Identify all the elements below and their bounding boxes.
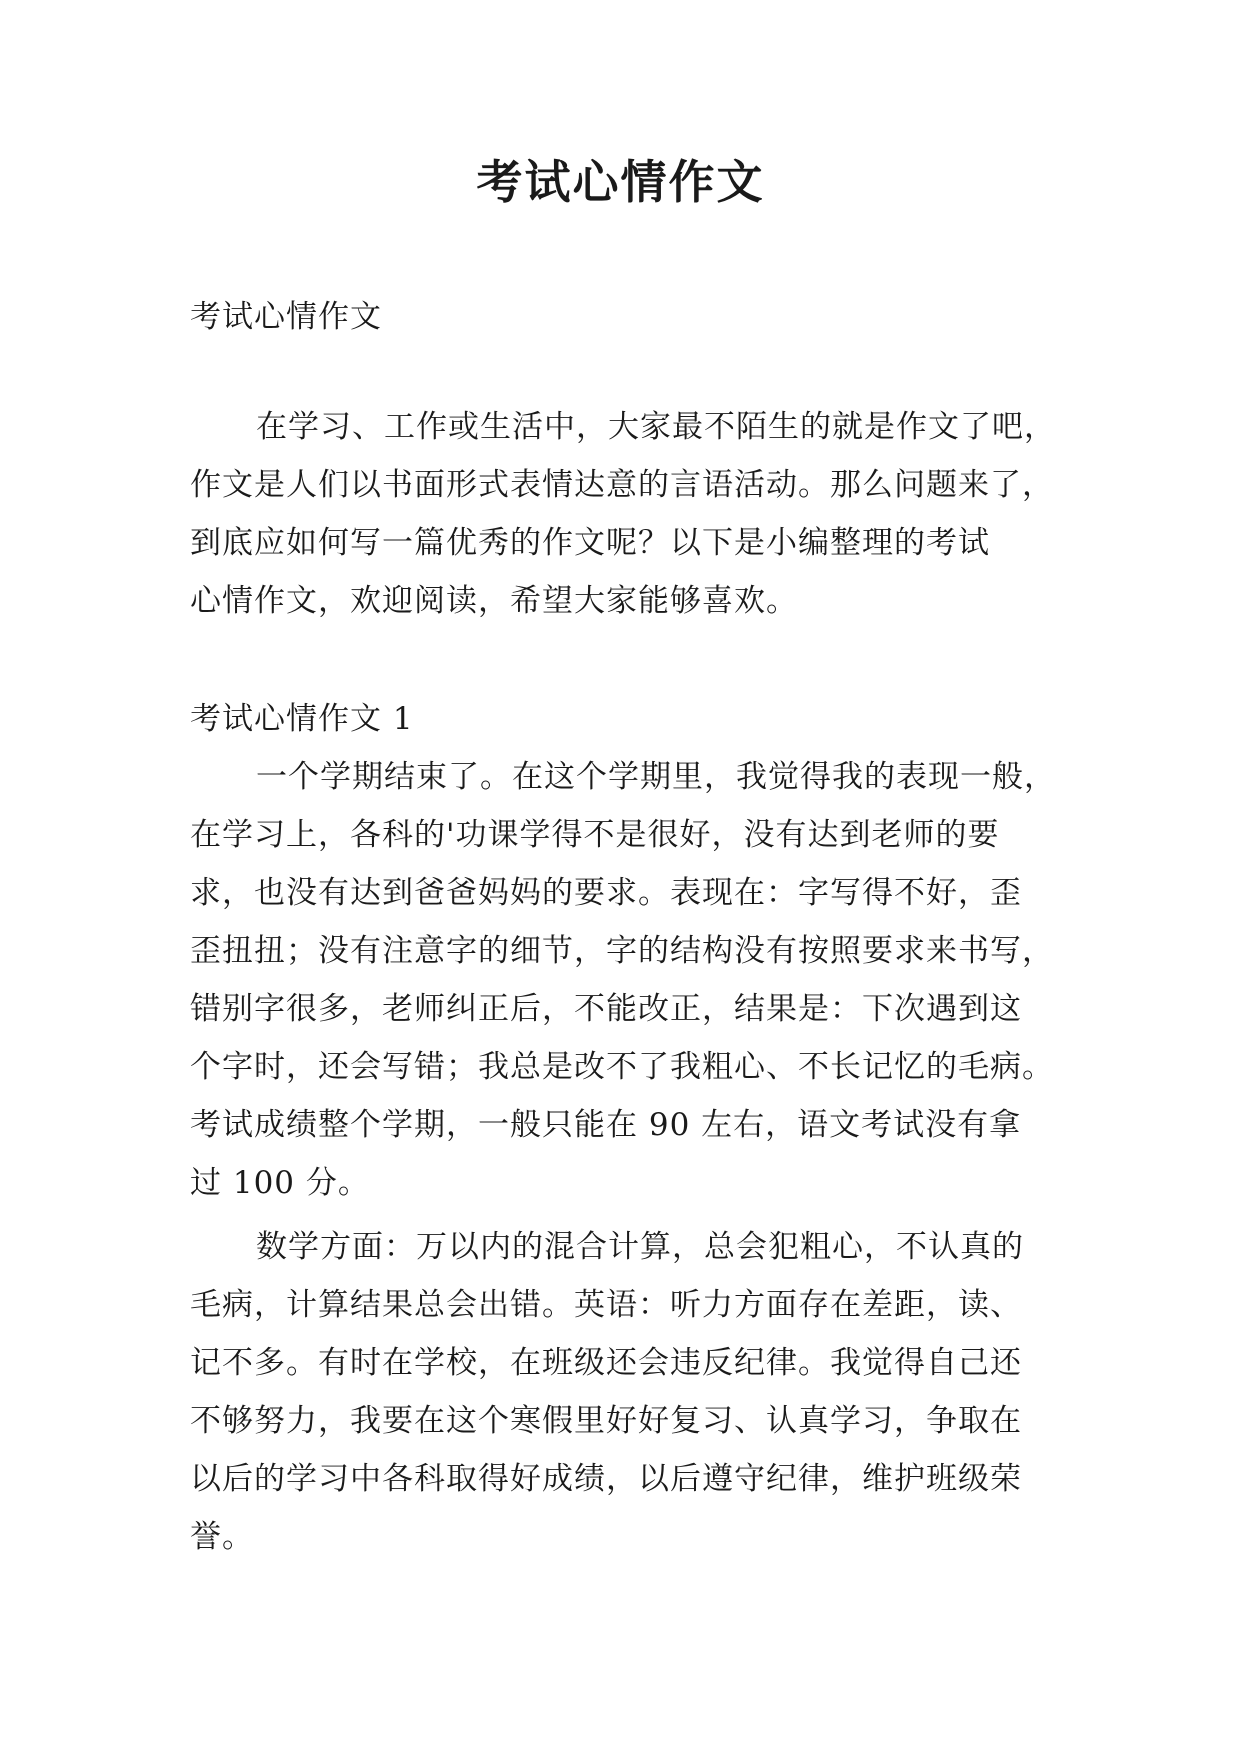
paragraph-line: 过 100 分。 [190, 1165, 370, 1201]
paragraph-line: 考试成绩整个学期，一般只能在 90 左右，语文考试没有拿 [190, 1107, 1022, 1143]
intro-paragraph [190, 398, 1056, 630]
paragraph-line: 在学习上，各科的'功课学得不是很好，没有达到老师的要 [190, 817, 1000, 853]
section-heading: 考试心情作文 1 [190, 701, 414, 737]
body-paragraph-1 [190, 748, 1056, 1212]
body-paragraph-2 [190, 1218, 1052, 1566]
paragraph-line: 以后的学习中各科取得好成绩，以后遵守纪律，维护班级荣 [190, 1461, 1022, 1497]
paragraph-line: 毛病，计算结果总会出错。英语：听力方面存在差距，读、 [190, 1287, 1022, 1323]
document-subtitle: 考试心情作文 [190, 299, 382, 335]
paragraph-line: 不够努力，我要在这个寒假里好好复习、认真学习，争取在 [190, 1403, 1022, 1439]
paragraph-line: 记不多。有时在学校，在班级还会违反纪律。我觉得自己还 [190, 1345, 1022, 1381]
paragraph-line: 数学方面：万以内的混合计算，总会犯粗心，不认真的 [256, 1229, 1024, 1265]
paragraph-line: 誉。 [190, 1519, 254, 1555]
paragraph-line: 一个学期结束了。在这个学期里，我觉得我的表现一般， [256, 759, 1056, 795]
intro-line: 到底应如何写一篇优秀的作文呢？以下是小编整理的考试 [190, 525, 990, 561]
intro-line: 心情作文，欢迎阅读，希望大家能够喜欢。 [190, 583, 798, 619]
paragraph-line: 个字时，还会写错；我总是改不了我粗心、不长记忆的毛病。 [190, 1049, 1054, 1085]
paragraph-line: 歪扭扭；没有注意字的细节，字的结构没有按照要求来书写， [190, 933, 1054, 969]
paragraph-line: 错别字很多，老师纠正后，不能改正，结果是：下次遇到这 [190, 991, 1022, 1027]
intro-line: 在学习、工作或生活中，大家最不陌生的就是作文了吧， [256, 409, 1056, 445]
paragraph-line: 求，也没有达到爸爸妈妈的要求。表现在：字写得不好，歪 [190, 875, 1022, 911]
intro-line: 作文是人们以书面形式表情达意的言语活动。那么问题来了， [190, 467, 1054, 503]
document-title: 考试心情作文 [476, 155, 765, 209]
